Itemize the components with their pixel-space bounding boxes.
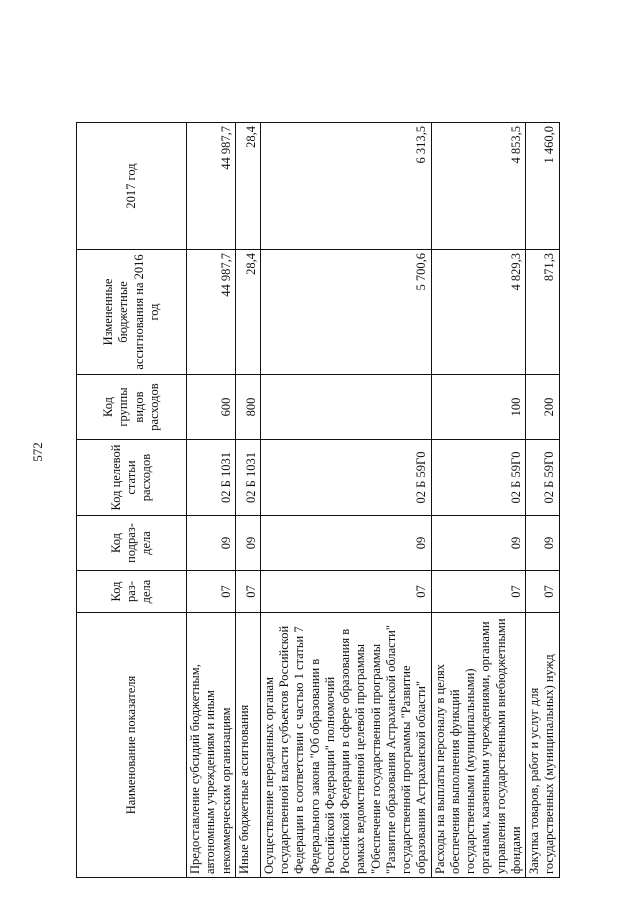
header-sum-2016: Измененные бюджетные ассигнования на 2016 год — [77, 250, 187, 375]
row-razdel: 07 — [187, 571, 236, 613]
row-sum-2016: 871,3 — [526, 250, 560, 375]
row-csr: 02 Б 59Г0 — [526, 440, 560, 516]
row-name: Закупка товаров, работ и услуг для государственных (муниципальных) нужд — [526, 613, 560, 878]
budget-table — [76, 122, 560, 878]
row-sum-2017: 4 853,5 — [431, 123, 526, 250]
row-name: Иные бюджетные ассигнования — [235, 613, 260, 878]
row-podrazdel: 09 — [526, 516, 560, 571]
row-name: Осуществление переданных органам государственной власти субъектов Российской Федерации в соответствии с частью 1 статьи 7 Федерального закона "Об образовании в Российской Федерации" полномочий Российской Федерации в сфере образования в рамках ведомственной целевой программы "Обеспечение государственной программы "Развитие образования Астраханской области" государственной программы "Развитие образования Астраханской области" — [260, 613, 431, 878]
row-name: Расходы на выплаты персоналу в целях обеспечения выполнения функций государственными (муниципальными) органами, казенными учреждениями, органами управления государственными внебюджетными фондами — [431, 613, 526, 878]
row-razdel: 07 — [526, 571, 560, 613]
row-sum-2016: 44 987,7 — [187, 250, 236, 375]
row-sum-2017: 6 313,5 — [260, 123, 431, 250]
header-podrazdel: Код подраз-дела — [77, 516, 187, 571]
table-header-row — [77, 123, 187, 878]
table-row — [526, 123, 560, 878]
rotated-table-container — [76, 123, 557, 878]
row-sum-2016: 28,4 — [235, 250, 260, 375]
header-razdel: Код раз-дела — [77, 571, 187, 613]
row-vr: 100 — [431, 375, 526, 440]
table-row — [260, 123, 431, 878]
row-name: Предоставление субсидий бюджетным, автономным учреждениям и иным некоммерческим организациям — [187, 613, 236, 878]
row-podrazdel: 09 — [187, 516, 236, 571]
row-podrazdel: 09 — [235, 516, 260, 571]
table-row — [431, 123, 526, 878]
row-vr: 800 — [235, 375, 260, 440]
row-csr: 02 Б 1031 — [187, 440, 236, 516]
row-csr: 02 Б 59Г0 — [260, 440, 431, 516]
row-podrazdel: 09 — [260, 516, 431, 571]
row-sum-2016: 5 700,6 — [260, 250, 431, 375]
table-row — [187, 123, 236, 878]
header-sum-2017: 2017 год — [77, 123, 187, 250]
row-razdel: 07 — [431, 571, 526, 613]
row-csr: 02 Б 59Г0 — [431, 440, 526, 516]
row-vr: 600 — [187, 375, 236, 440]
row-sum-2017: 28,4 — [235, 123, 260, 250]
row-csr: 02 Б 1031 — [235, 440, 260, 516]
row-podrazdel: 09 — [431, 516, 526, 571]
header-csr: Код целевой статьи расходов — [77, 440, 187, 516]
table-row — [235, 123, 260, 878]
row-sum-2017: 44 987,7 — [187, 123, 236, 250]
row-sum-2017: 1 460,0 — [526, 123, 560, 250]
row-sum-2016: 4 829,3 — [431, 250, 526, 375]
row-razdel: 07 — [235, 571, 260, 613]
header-vr: Код группы видов расходов — [77, 375, 187, 440]
row-razdel: 07 — [260, 571, 431, 613]
row-vr: 200 — [526, 375, 560, 440]
header-name: Наименование показателя — [77, 613, 187, 878]
page-number: 572 — [30, 442, 45, 462]
row-vr — [260, 375, 431, 440]
